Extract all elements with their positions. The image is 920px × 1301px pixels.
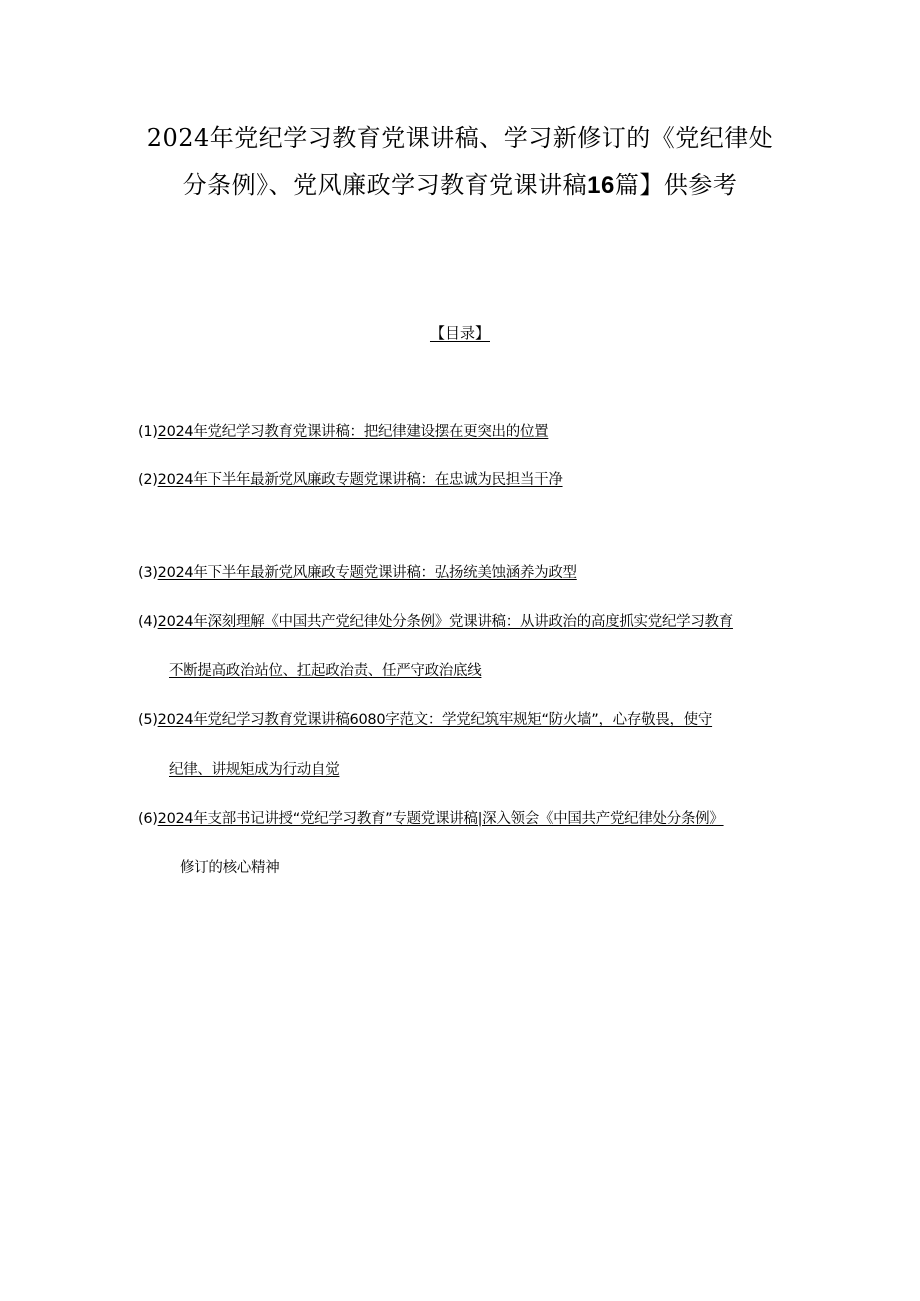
title-text: 2024年党纪学习教育党课讲稿、学习新修订的《党纪律处分条例》、党风廉政学习教育党课讲稿 xyxy=(146,124,774,199)
toc-item-link[interactable]: 2024年党纪学习教育党课讲稿：把纪律建设摆在更突出的位置 xyxy=(157,424,549,440)
toc-item-link[interactable]: 2024年党纪学习教育党课讲稿6080字范文：学党纪筑牢规矩“防火墙”，心存敬畏，使守 xyxy=(157,712,713,728)
toc-item-link[interactable]: 2024年深刻理解《中国共产党纪律处分条例》党课讲稿：从讲政治的高度抓实党纪学习教育 xyxy=(157,614,733,630)
toc-item-4-continuation[interactable]: 不断提高政治站位、扛起政治责、任严守政治底线 xyxy=(169,663,482,679)
toc-item-5[interactable] xyxy=(138,709,712,731)
toc-item-2[interactable] xyxy=(138,469,563,491)
toc-item-3[interactable] xyxy=(138,562,577,584)
toc-item-link[interactable]: 2024年下半年最新党风廉政专题党课讲稿：弘扬统美蚀涵养为政型 xyxy=(157,565,577,581)
toc-item-link[interactable]: 2024年下半年最新党风廉政专题党课讲稿：在忠诚为民担当干净 xyxy=(157,472,563,488)
toc-item-number: (4) xyxy=(138,614,158,630)
toc-item-number: (5) xyxy=(138,712,158,728)
toc-item-number: (2) xyxy=(138,472,158,488)
toc-item-number: (3) xyxy=(138,565,158,581)
toc-item-5-continuation[interactable]: 纪律、讲规矩成为行动自觉 xyxy=(169,762,340,778)
title-suffix: 篇】供参考 xyxy=(614,171,738,199)
toc-item-number: (6) xyxy=(138,811,158,827)
toc-item-6-continuation[interactable]: 修订的核心精神 xyxy=(180,860,280,876)
toc-heading-text: 【目录】 xyxy=(429,324,490,342)
toc-item-link[interactable]: 2024年支部书记讲授“党纪学习教育”专题党课讲稿|深入领会《中国共产党纪律处分条例》 xyxy=(157,811,724,827)
toc-heading xyxy=(0,322,920,344)
toc-item-6[interactable] xyxy=(138,808,724,830)
toc-item-4[interactable] xyxy=(138,611,733,633)
toc-item-number: (1) xyxy=(138,424,158,440)
title-count: 16 xyxy=(587,172,615,199)
document-title xyxy=(140,115,780,209)
toc-item-1[interactable] xyxy=(138,421,548,443)
